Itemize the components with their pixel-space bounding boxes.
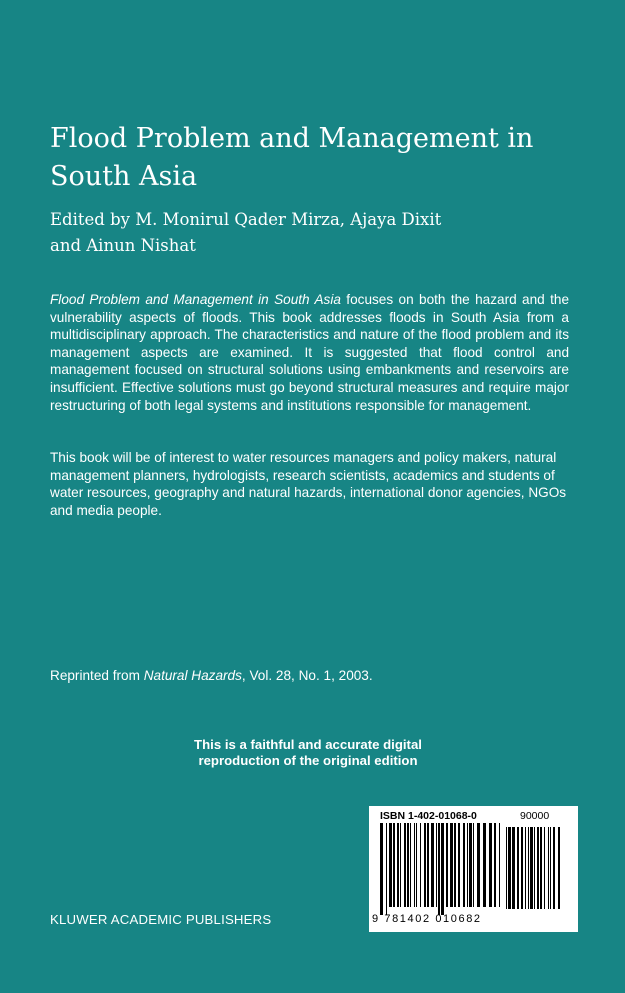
barcode-bar xyxy=(548,827,549,909)
editors-line-2: and Ainun Nishat xyxy=(50,236,196,255)
barcode-bar xyxy=(540,827,542,909)
ean-barcode-bars xyxy=(380,823,502,915)
barcode-bar xyxy=(477,823,480,907)
barcode-bar xyxy=(537,827,539,909)
barcode-bar xyxy=(530,827,533,909)
publisher: KLUWER ACADEMIC PUBLISHERS xyxy=(50,912,272,927)
barcode-bar xyxy=(550,827,551,909)
reprint-note xyxy=(50,668,373,683)
addon-barcode-bars xyxy=(506,827,566,911)
barcode-digits: 9 781402 010682 xyxy=(372,913,482,925)
description-paragraph-2: This book will be of interest to water resources managers and policy makers, natural management planners, hydrologists, research scientists, academics and students of water resources, geography and natural hazards, international donor agencies, NGOs and media people. xyxy=(50,450,567,518)
barcode-bar xyxy=(512,827,515,909)
barcode-bar xyxy=(427,823,429,907)
barcode-bar xyxy=(441,823,444,915)
reprint-prefix: Reprinted from xyxy=(50,668,144,683)
barcode-bar xyxy=(420,823,421,907)
barcode-bar xyxy=(473,823,474,907)
barcode-bar xyxy=(489,823,492,907)
barcode-bar xyxy=(534,827,535,909)
editors-line-1: Edited by M. Monirul Qader Mirza, Ajaya Dixit xyxy=(50,210,442,229)
reprint-journal: Natural Hazards xyxy=(143,668,242,683)
price-addon-code: 90000 xyxy=(520,810,550,822)
barcode-bar xyxy=(553,827,555,909)
barcode-bar xyxy=(458,823,460,907)
barcode-bar xyxy=(469,823,472,907)
editors xyxy=(50,207,610,259)
barcode-bar xyxy=(528,827,529,909)
barcode-bar xyxy=(494,823,496,907)
barcode-bar xyxy=(558,827,560,909)
reproduction-notice xyxy=(150,737,466,769)
barcode-bar xyxy=(499,823,500,907)
reprint-suffix: , Vol. 28, No. 1, 2003. xyxy=(241,668,373,683)
barcode-bar xyxy=(525,827,526,909)
book-title-line-1: Flood Problem and Management in xyxy=(50,123,534,154)
barcode-bar xyxy=(380,823,383,915)
barcode-bar xyxy=(446,823,448,907)
description-book-title: Flood Problem and Management in South Asia xyxy=(50,292,341,307)
barcode-bar xyxy=(389,823,392,907)
barcode-label xyxy=(369,806,578,932)
book-title-line-2: South Asia xyxy=(50,161,198,192)
reproduction-notice-line-2: reproduction of the original edition xyxy=(198,753,418,768)
barcode-bar xyxy=(517,827,519,909)
barcode-bar xyxy=(483,823,486,907)
barcode-bar xyxy=(506,827,507,909)
barcode-bar xyxy=(400,823,401,907)
barcode-bar xyxy=(424,823,426,907)
barcode-bar xyxy=(454,823,456,907)
barcode-bar xyxy=(386,823,387,915)
barcode-bar xyxy=(467,823,468,907)
barcode-bar xyxy=(416,823,417,907)
description-paragraph-1 xyxy=(50,291,569,414)
barcode-bar xyxy=(463,823,465,907)
description-paragraph-1-text: focuses on both the hazard and the vulnerability aspects of floods. This book addresses floods in South Asia from a multidisciplinary approach. The characteristics and nature of the flood problem and its management aspects are examined. It is suggested that flood control and management focused on structural solutions using embankments and reservoirs are insufficient. Effective solutions must go beyond structural measures and require major restructuring of both legal systems and institutions responsible for management. xyxy=(50,292,570,413)
book-title xyxy=(50,120,610,196)
barcode-bar xyxy=(508,827,511,909)
barcode-bar xyxy=(450,823,453,907)
barcode-bar xyxy=(407,823,409,907)
barcode-bar xyxy=(436,823,437,907)
barcode-bar xyxy=(414,823,415,907)
barcode-bar xyxy=(544,827,545,909)
barcode-bar xyxy=(410,823,411,907)
barcode-bar xyxy=(397,823,399,907)
barcode-bar xyxy=(521,827,523,909)
barcode-bar xyxy=(438,823,440,915)
barcode-bar xyxy=(431,823,434,907)
reproduction-notice-line-1: This is a faithful and accurate digital xyxy=(194,737,422,752)
barcode-bar xyxy=(404,823,406,907)
barcode-bar xyxy=(393,823,395,907)
isbn-text: ISBN 1-402-01068-0 xyxy=(380,810,477,822)
